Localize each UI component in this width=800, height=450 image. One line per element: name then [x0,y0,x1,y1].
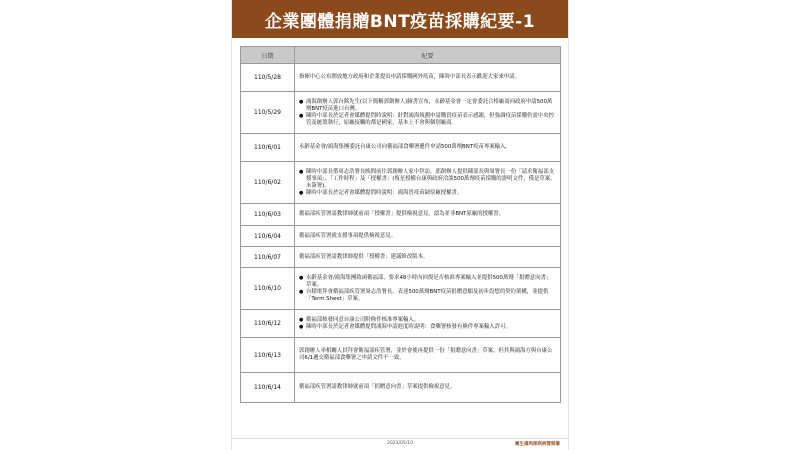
bullet-icon: ● [299,274,304,281]
note-text: 郭創辦人率相關人員拜會衛福部疾管署，並於會後再提供一份「捐贈意向書」草案，但其與鴻海方與台康公司6/1遞交衛福部食藥署之申請文件不一致。 [299,348,553,361]
row-date: 110/5/29 [241,92,295,134]
note-text: 陳時中部長於記者會媒體提問鴻海申請進度時說明：食藥署核發有條件專案輸入許可。 [306,323,511,330]
title-bar [232,0,568,38]
note-text: 陳時中部長於記者會媒體提問時說明：鴻海買疫苗缺原廠授權書。 [306,189,463,196]
row-date: 110/6/02 [241,162,295,204]
table-row [241,247,561,268]
note-text: 陳時中部長於記者會媒體提問時說明：針對鴻海規劃申請購買疫苗表示感謝，但強調疫苗採購仍需中央控管及統籌執行，原廠接觸的都是國家，基本上不會與個別廠商。 [306,112,554,126]
row-note [295,247,561,268]
row-note [295,204,561,226]
bullet-icon: ● [299,168,304,175]
row-note [295,268,561,310]
bullet-icon: ● [299,323,304,330]
table-row [241,373,561,403]
row-date: 110/6/14 [241,373,295,403]
footer [232,438,568,450]
table-row [241,92,561,134]
row-note [295,226,561,247]
note-bullet-item [299,113,556,127]
footer-date: 2023/05/10 [387,441,413,446]
table-row [241,310,561,338]
row-date: 110/6/04 [241,226,295,247]
note-text: 指揮中心公布開放地方政府和企業提出申請採購國外疫苗，陳時中部長表示歡迎大家來申請。 [299,74,521,80]
note-text: 衛福部疾管署請教律師就前項「授權書」提供檢視意見，認為並非BNT原廠的授權書。 [299,211,505,217]
row-date: 110/6/01 [241,134,295,162]
row-date: 110/5/28 [241,64,295,92]
note-text: 永齡基金會/鴻海集團委託台康公司向衛福部食藥署遞件申請500萬劑BNT疫苗專案輸入。 [299,144,511,150]
date-column-header: 日期 [241,47,295,64]
note-bullet-item [299,324,556,331]
table-header-row [241,47,561,64]
bullet-icon: ● [299,189,304,196]
row-note [295,92,561,134]
table-row [241,226,561,247]
bullet-icon: ● [299,288,304,295]
row-note [295,373,561,403]
row-date: 110/6/12 [241,310,295,338]
note-bullet-item [299,289,556,303]
note-bullet-item [299,99,556,113]
document-page [232,0,568,450]
row-date: 110/6/10 [241,268,295,310]
note-text: 台積電拜會衛福部疾管署周志浩署長，表達500萬劑BNT疫苗捐贈意願及初步設想的契約架構，並提供「Term Sheet」草案。 [306,288,549,302]
note-bullet-list [299,317,556,331]
note-bullet-item [299,169,556,190]
note-text: 陳時中部長偕周志浩署長晚間前往郭創辦人家中拜訪，郭創辦人提供陳部長與周署長一份「請求衛福部支援事項」、「工作時程」及「授權書」(復星授權台康與政府洽談500萬劑疫苗採購的證明文件，僅是草案，未簽署)。 [306,168,556,189]
row-date: 110/6/07 [241,247,295,268]
bullet-icon: ● [299,316,304,323]
note-text: 永齡基金會/鴻海集團致函衛福部，要求48小時內回復是否核准專案輸入並提供500萬劑「捐贈意向書」草案。 [306,274,552,288]
table-row [241,134,561,162]
footer-org: 衛生福利部疾病管制署 [515,442,560,447]
note-column-header: 紀要 [295,47,561,64]
page-title: 企業團體捐贈BNT疫苗採購紀要-1 [264,11,536,32]
note-bullet-list [299,275,556,303]
row-note [295,64,561,92]
note-bullet-list [299,99,556,127]
note-bullet-list [299,169,556,197]
note-bullet-item [299,190,556,197]
note-bullet-item [299,317,556,324]
table-row [241,162,561,204]
row-date: 110/6/03 [241,204,295,226]
bullet-icon: ● [299,112,304,119]
table-row [241,64,561,92]
table-row [241,268,561,310]
bullet-icon: ● [299,98,304,105]
note-text: 衛福部疾管署請教律師就前項「捐贈意向書」草案提供檢視意見。 [299,384,456,390]
note-text: 鴻海創辦人郭台銘先生(以下簡稱郭創辦人)臉書宣布，永齡基金會一定會委託合格廠商向政府申請500萬劑BNT疫苗進口台灣。 [306,98,553,112]
row-note [295,338,561,373]
note-text: 衛福部疾管署請教律師提供「授權書」建議修改版本。 [299,253,429,260]
note-text: 衛福部核發同意台康公司附條件核准專案輸入。 [306,316,420,323]
row-note [295,134,561,162]
timeline-table [240,46,561,403]
row-note [295,162,561,204]
row-date: 110/6/13 [241,338,295,373]
table-row [241,204,561,226]
note-bullet-item [299,275,556,289]
table-row [241,338,561,373]
row-note [295,310,561,338]
note-text: 衛福部疾管署就支援事項提供檢視意見。 [299,232,397,239]
